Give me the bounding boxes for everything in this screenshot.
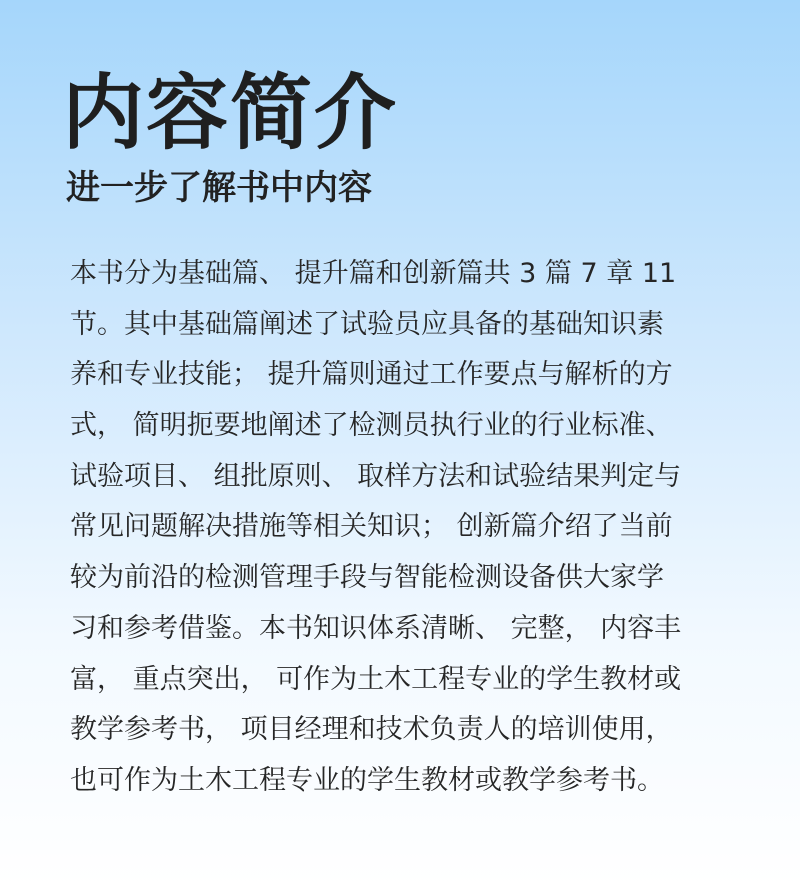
- summary-line-11: 也可作为土木工程专业的学生教材或教学参考书。: [70, 764, 664, 796]
- summary-line-3: 养和专业技能； 提升篇则通过工作要点与解析的方: [70, 359, 673, 391]
- page-title: 内容简介: [62, 66, 399, 161]
- page-subtitle: 进一步了解书中内容: [66, 168, 372, 208]
- summary-line-7: 较为前沿的检测管理手段与智能检测设备供大家学: [70, 562, 664, 594]
- summary-line-9: 富， 重点突出， 可作为土木工程专业的学生教材或: [70, 663, 682, 695]
- summary-line-6: 常见问题解决措施等相关知识； 创新篇介绍了当前: [70, 511, 673, 543]
- summary-line-4: 式， 简明扼要地阐述了检测员执行业的行业标准、: [70, 410, 673, 442]
- summary-line-2: 节。其中基础篇阐述了试验员应具备的基础知识素: [70, 308, 664, 340]
- summary-line-10: 教学参考书， 项目经理和技术负责人的培训使用，: [70, 714, 673, 746]
- summary-line-1: 本书分为基础篇、 提升篇和创新篇共 3 篇 7 章 11: [70, 258, 677, 289]
- book-summary: [70, 249, 746, 807]
- header: [62, 66, 398, 208]
- summary-line-8: 习和参考借鉴。本书知识体系清晰、 完整， 内容丰: [70, 612, 682, 644]
- summary-line-5: 试验项目、 组批原则、 取样方法和试验结果判定与: [70, 460, 682, 492]
